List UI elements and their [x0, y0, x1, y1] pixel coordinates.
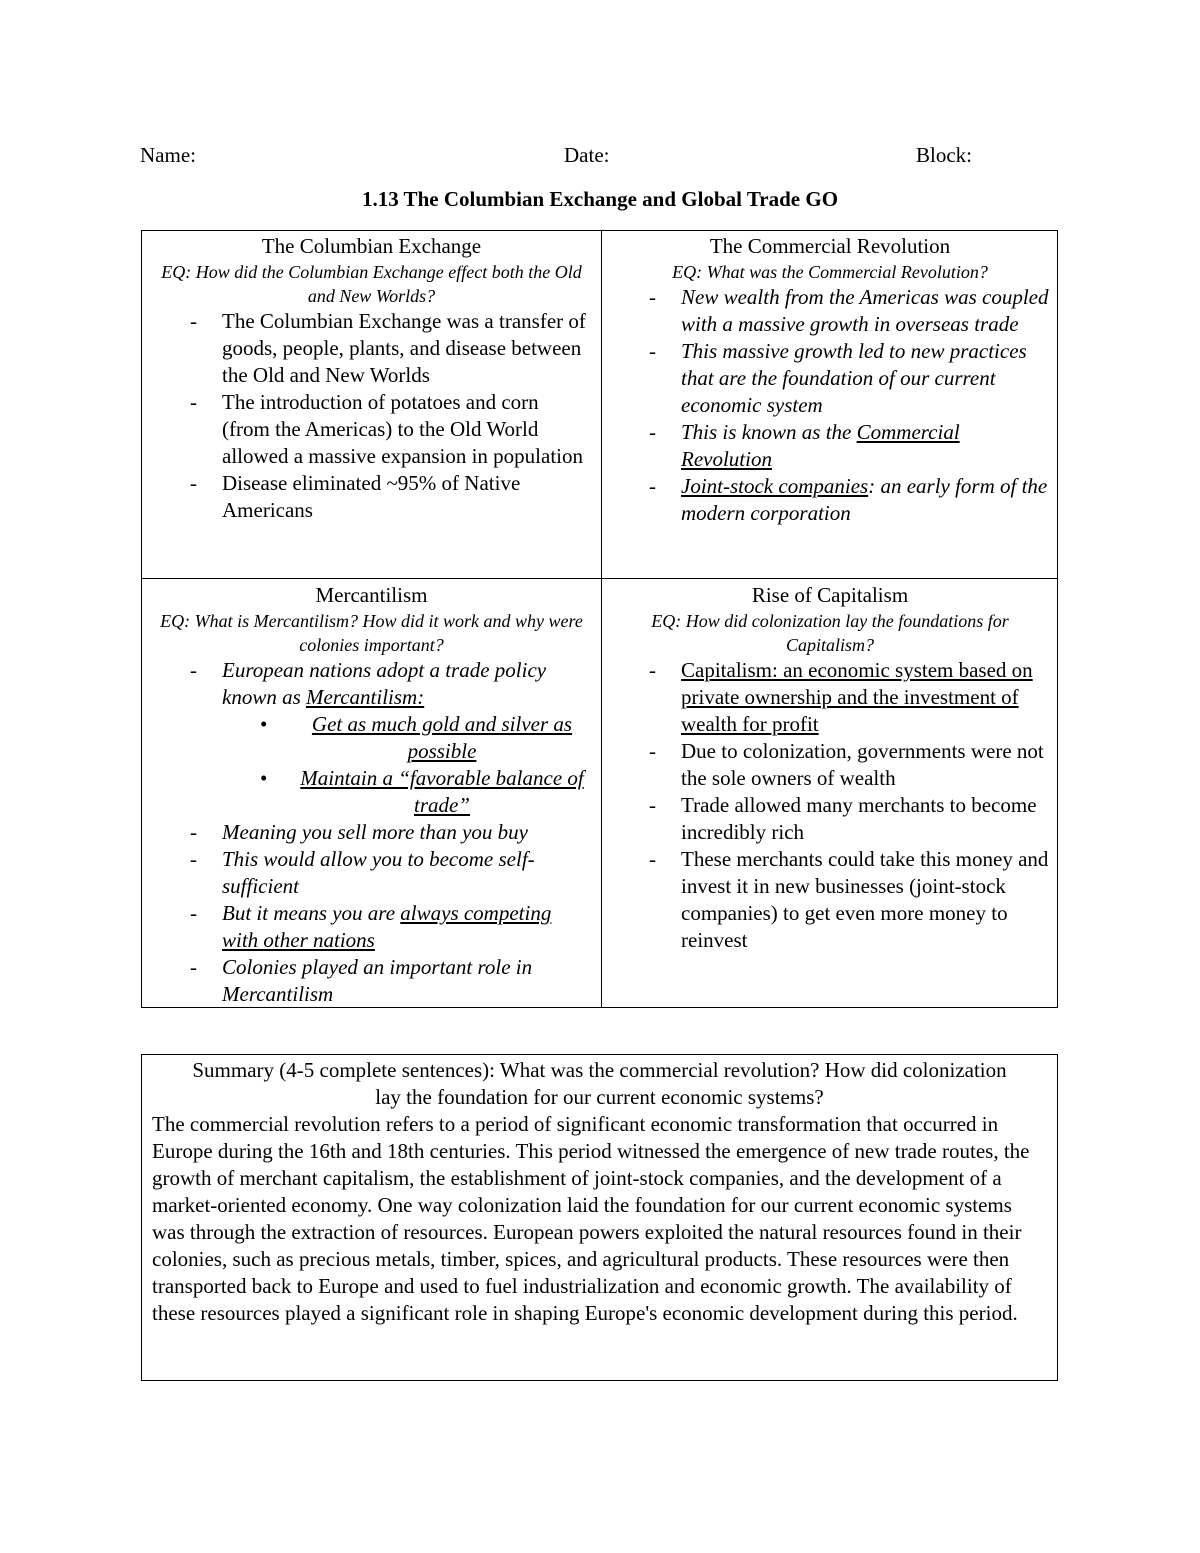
note-list	[152, 657, 591, 711]
summary-question: Summary (4-5 complete sentences): What was the commercial revolution? How did colonization lay the foundation for our current economic systems?	[192, 1058, 1007, 1109]
sub-bullet-item: • Maintain a “favorable balance of trade”	[152, 765, 591, 819]
list-item	[152, 657, 591, 711]
cell-title: Rise of Capitalism	[751, 583, 909, 607]
cell-title: The Columbian Exchange	[261, 234, 482, 258]
note-list	[152, 308, 591, 524]
list-item	[611, 473, 1049, 527]
sub-bullet-list	[152, 711, 591, 819]
list-item: - Capitalism: an economic system based on private ownership and the investment of wealth for profit	[611, 657, 1049, 738]
sub-bullet-item: • Get as much gold and silver as possible	[152, 711, 591, 765]
summary-answer: The commercial revolution refers to a period of significant economic transformation that occurred in Europe during the 16th and 18th centuries. This period witnessed the emergence of new trade routes, the growth of merchant capitalism, the establishment of joint-stock companies, and the development of a market-oriented economy. One way colonization laid the foundation for our current economic systems was through the extraction of resources. European powers exploited the natural resources found in their colonies, such as precious metals, timber, spices, and agricultural products. These resources were then transported back to Europe and used to fuel industrialization and economic growth. The availability of these resources played a significant role in shaping Europe's economic development during this period.	[152, 1112, 1030, 1325]
note-list	[611, 657, 1049, 954]
essential-question: EQ: What was the Commercial Revolution?	[672, 262, 988, 282]
list-item: - The introduction of potatoes and corn (from the Americas) to the Old World allowed a massive expansion in population	[152, 389, 591, 470]
list-item: - These merchants could take this money and invest it in new businesses (joint-stock companies) to get even more money to reinvest	[611, 846, 1049, 954]
list-item: - This would allow you to become self-sufficient	[152, 846, 591, 900]
graphic-organizer-grid	[141, 230, 1058, 1008]
cell-mercantilism	[142, 578, 601, 1008]
list-item: - Trade allowed many merchants to become incredibly rich	[611, 792, 1049, 846]
summary-box	[141, 1054, 1058, 1381]
block-label: Block:	[916, 143, 972, 167]
cell-columbian-exchange	[142, 231, 601, 578]
cell-title: Mercantilism	[315, 583, 428, 607]
date-label: Date:	[564, 143, 610, 167]
item-text: European nations adopt a trade policy known as	[222, 658, 547, 709]
list-item: - Colonies played an important role in Mercantilism	[152, 954, 591, 1008]
cell-commercial-revolution	[601, 231, 1059, 578]
list-item: - The Columbian Exchange was a transfer of goods, people, plants, and disease between the Old and New Worlds	[152, 308, 591, 389]
page-title: 1.13 The Columbian Exchange and Global Trade GO	[361, 187, 839, 211]
essential-question: EQ: How did colonization lay the foundations for Capitalism?	[651, 611, 1009, 655]
item-text: : an early form of the modern corporation	[681, 474, 1048, 525]
name-label: Name:	[140, 143, 196, 167]
key-term: always competing with other nations	[222, 901, 552, 952]
list-item: - New wealth from the Americas was coupled with a massive growth in overseas trade	[611, 284, 1049, 338]
list-item: - Due to colonization, governments were not the sole owners of wealth	[611, 738, 1049, 792]
item-text: This is known as the	[681, 420, 857, 444]
cell-title: The Commercial Revolution	[709, 234, 951, 258]
cell-rise-of-capitalism	[601, 578, 1059, 1008]
list-item: - Disease eliminated ~95% of Native Americans	[152, 470, 591, 524]
note-list	[152, 819, 591, 1008]
note-list	[611, 284, 1049, 527]
key-term: Joint-stock companies	[681, 474, 869, 498]
key-term: Mercantilism:	[306, 685, 425, 709]
essential-question: EQ: How did the Columbian Exchange effect both the Old and New Worlds?	[161, 262, 582, 306]
list-item: - This massive growth led to new practices that are the foundation of our current economic system	[611, 338, 1049, 419]
item-text: But it means you are	[222, 901, 401, 925]
list-item	[152, 900, 591, 954]
list-item: - Meaning you sell more than you buy	[152, 819, 591, 846]
header-line	[140, 143, 1060, 171]
key-term: Commercial Revolution	[681, 420, 960, 471]
list-item	[611, 419, 1049, 473]
essential-question: EQ: What is Mercantilism? How did it work and why were colonies important?	[160, 611, 583, 655]
